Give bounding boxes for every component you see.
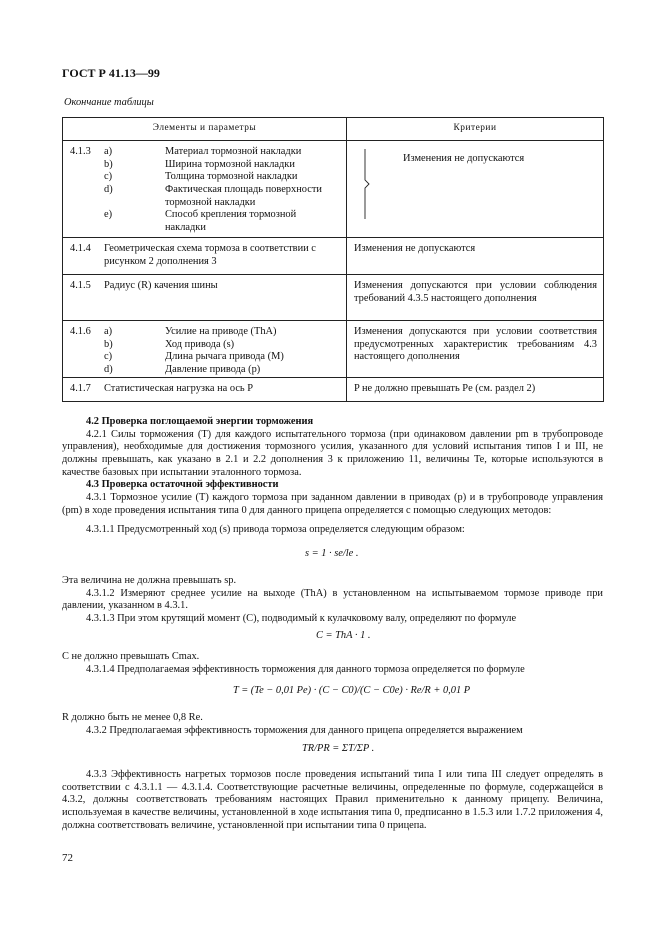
formula-t: T = (Te − 0,01 Pe) · (C − C0)/(C − C0e) · Re/R + 0,01 P [233,685,471,696]
section-4-3-1 [62,575,603,626]
row-number: 4.1.7 [70,383,91,394]
criteria-table [62,117,604,402]
criteria-text: Изменения не допускаются [403,153,525,164]
criteria-cell [347,141,604,238]
subitem-letter: d) [104,184,113,196]
subitem-letter: c) [104,351,113,363]
paragraph: 4.3.1.2 Измеряют среднее усилие на выходе (ThA) в установленном на испытываемом тормозе приводе при давлении, указанном в 4.3.1. [62,587,603,612]
subitem-letter: b) [104,338,113,350]
subitem-text: Материал тормозной накладки [165,146,302,157]
paragraph: 4.3.1.4 Предполагаемая эффективность торможения для данного тормоза определяется по формуле [86,663,525,675]
table-header-row [63,118,604,141]
paragraph: 4.3.1.3 При этом крутящий момент (C), подводимый к кулачковому валу, определяют по формуле [86,613,517,625]
row-number: 4.1.3 [70,146,91,157]
table-row [63,275,604,321]
subitem-letter: e) [104,209,113,221]
section-4-2 [62,416,603,536]
subitem-text: Фактическая площадь поверхности тормозной накладки [165,184,322,208]
subitem-letter: d) [104,364,113,376]
criteria-text: Изменения не допускаются [354,243,476,254]
table-row [63,378,604,402]
parameter-text: Статистическая нагрузка на ось P [104,383,254,394]
criteria-text: Изменения допускаются при условии соответствия предусмотренных характеристик требованиям 4.3 настоящего дополнения [354,326,597,363]
subitem-text: Длина рычага привода (М) [165,351,284,363]
column-header-elements: Элементы и параметры [63,118,347,141]
table-row [63,321,604,378]
formula-s: s = 1 · se/le . [305,548,359,559]
parameter-cell [63,238,347,275]
row-number: 4.1.4 [70,243,91,254]
criteria-text: P не должно превышать Pe (см. раздел 2) [354,383,536,394]
subitem-letter: b) [104,158,113,170]
parameter-cell [63,378,347,402]
subitem-letter: a) [104,146,113,157]
parameter-text: Радиус (R) качения шины [104,280,218,291]
brace-icon [357,149,371,219]
criteria-cell [347,238,604,275]
subitem-text: Толщина тормозной накладки [165,171,298,183]
table-caption: Окончание таблицы [64,97,154,108]
page-number: 72 [62,852,73,864]
criteria-text: Изменения допускаются при условии соблюдения требований 4.3.5 настоящего дополнения [354,280,597,304]
section-heading: 4.2 Проверка поглощаемой энергии торможения [86,416,314,427]
paragraph: 4.2.1 Силы торможения (T) для каждого испытательного тормоза (при одинаковом давлении pm в трубопроводе управления), необходимые для достижения тормозного усилия, указанного для условий испытания типов I и III, не должны превышать, как указано в 2.1 и 2.2 дополнения 3 к приложению 11, величины Te, которые используются в качестве базовых при испытании эталонного тормоза. [62,428,603,478]
paragraph: 4.3.2 Предполагаемая эффективность торможения для данного прицепа определяется выражением [86,724,523,736]
row-number: 4.1.6 [70,326,91,337]
formula-c: C = ThA · 1 . [316,630,371,641]
formula-ratio: TR/PR = ΣT/ΣP . [302,743,375,754]
subitem-letter: a) [104,326,113,337]
section-heading: 4.3 Проверка остаточной эффективности [86,479,279,491]
parameter-text: Геометрическая схема тормоза в соответствии с рисунком 2 дополнения 3 [104,243,316,267]
criteria-cell [347,321,604,378]
paragraph: 4.3.1 Тормозное усилие (T) каждого тормоза при заданном давлении в приводах (p) и в трубопроводе управления (pm) в ходе проведения испытания типа 0 для данного прицепа определяется с помощью следующих методов: [62,492,603,516]
subitem-letter: c) [104,171,113,183]
section-4-3-2 [62,712,603,737]
paragraph: 4.3.1.1 Предусмотренный ход (s) привода тормоза определяется следующим образом: [86,523,465,535]
table-row [63,238,604,275]
parameter-cell [63,275,347,321]
column-header-criteria: Критерии [347,118,604,141]
document-header: ГОСТ Р 41.13—99 [62,66,160,80]
criteria-cell [347,378,604,402]
paragraph: R должно быть не менее 0,8 Re. [62,712,203,723]
paragraph: Эта величина не должна превышать sp. [62,575,237,586]
subitem-text: Давление привода (p) [165,364,261,376]
section-4-3-3 [62,769,603,832]
paragraph: C не должно превышать Cmax. [62,651,200,662]
row-number: 4.1.5 [70,280,91,291]
subitem-text: Усилие на приводе (ThA) [165,326,277,337]
subitem-text: Способ крепления тормозной накладки [165,209,297,234]
criteria-cell [347,275,604,321]
parameter-cell [63,321,347,378]
paragraph: 4.3.3 Эффективность нагретых тормозов после проведения испытаний типа I или типа III следует определять в соответствии с 4.3.1.1 — 4.3.1.4. Соответствующие расчетные величины, определенные по формуле, содержащейся в 4.3.2, должны соответствовать требованиям настоящих Правил применительно к данному прицепу. Величина, используемая в качестве величины, установленной в ходе испытания типа 0, предписанно в 1.5.3 или 1.7.2 приложения 4, должна соответствовать величине, установленной при испытании типа 0 прицепа. [62,769,603,831]
subitem-text: Ход привода (s) [165,338,235,350]
table-row [63,141,604,238]
section-4-3-1-4 [62,651,603,676]
subitem-text: Ширина тормозной накладки [165,158,295,170]
parameter-cell [63,141,347,238]
